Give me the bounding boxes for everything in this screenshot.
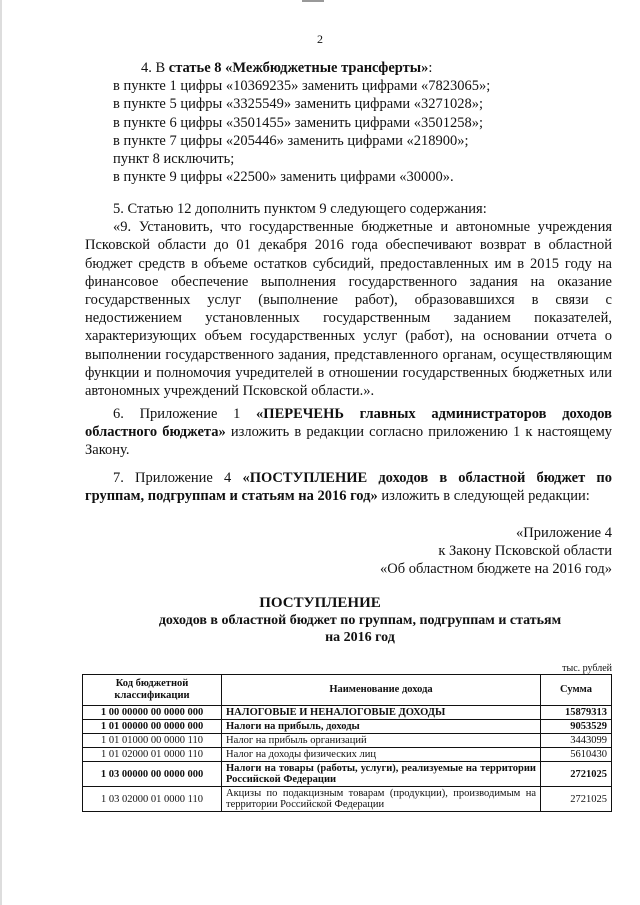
row-code: 1 01 00000 00 0000 000 <box>83 720 222 734</box>
page-number: 2 <box>317 32 323 46</box>
section-4-line: в пункте 5 цифры «3325549» заменить цифрами «3271028»; <box>113 96 484 113</box>
header-name: Наименование дохода <box>222 675 541 706</box>
row-name: Налог на прибыль организаций <box>222 734 541 748</box>
appendix-reference: «Приложение 4 к Закону Псковской области «Об областном бюджете на 2016 год» <box>380 525 612 578</box>
section-4-line: в пункте 9 цифры «22500» заменить цифрами «30000». <box>113 169 454 186</box>
row-sum: 3443099 <box>541 734 612 748</box>
row-code: 1 00 00000 00 0000 000 <box>83 706 222 720</box>
section-4-line: в пункте 6 цифры «3501455» заменить цифрами «3501258»; <box>113 114 484 131</box>
row-name: Налоги на прибыль, доходы <box>222 720 541 734</box>
row-code: 1 01 02000 01 0000 110 <box>83 748 222 762</box>
table-row <box>83 748 612 762</box>
row-code: 1 03 00000 00 0000 000 <box>83 762 222 787</box>
table-row <box>83 720 612 734</box>
section-4 <box>113 59 611 186</box>
scan-top-mark <box>302 0 324 2</box>
section-5-intro: 5. Статью 12 дополнить пунктом 9 следующего содержания: <box>113 201 487 217</box>
section-6-text: 6. Приложение 1 «ПЕРЕЧЕНЬ главных администраторов доходов областного бюджета» изложить в редакции согласно приложению 1 к настоящему Закону. <box>85 406 613 459</box>
row-sum: 2721025 <box>541 787 612 812</box>
section-4-heading: 4. В статье 8 «Межбюджетные трансферты»: <box>141 60 433 76</box>
row-name: Акцизы по подакцизным товарам (продукции), производимым на территории Российской Федерации <box>222 787 541 812</box>
section-4-line: пункт 8 исключить; <box>113 151 235 168</box>
section-5-quote: «9. Установить, что государственные бюджетные и автономные учреждения Псковской области до 01 декабря 2016 года обеспечивают возврат в областной бюджет средств в объеме остатков субсидий, предоставленных им в 2015 году на финансовое обеспечение выполнения государственного задания на оказание государственных услуг (выполнение работ), образовавшихся в связи с недостижением установленных государственным заданием показателей, характеризующих объем государственных услуг (работ), на основании отчета о выполнении государственного задания, представленного органам, осуществляющим функции и полномочия учредителей в отношении государственных бюджетных или автономных учреждений Псковской области.». <box>85 219 612 400</box>
header-sum: Сумма <box>541 675 612 706</box>
row-code: 1 03 02000 01 0000 110 <box>83 787 222 812</box>
section-6 <box>85 405 612 460</box>
table-row <box>83 762 612 787</box>
row-sum: 15879313 <box>541 706 612 720</box>
doc-title: ПОСТУПЛЕНИЕ <box>259 595 381 611</box>
units-label: тыс. рублей <box>562 663 612 674</box>
row-name: Налог на доходы физических лиц <box>222 748 541 762</box>
row-name: Налоги на товары (работы, услуги), реализуемые на территории Российской Федерации <box>222 762 541 787</box>
revenue-table <box>82 674 612 812</box>
row-sum: 2721025 <box>541 762 612 787</box>
table-row <box>83 706 612 720</box>
table-row <box>83 787 612 812</box>
section-4-line: в пункте 1 цифры «10369235» заменить цифрами «7823065»; <box>113 78 491 95</box>
row-name: НАЛОГОВЫЕ И НЕНАЛОГОВЫЕ ДОХОДЫ <box>222 706 541 720</box>
row-code: 1 01 01000 00 0000 110 <box>83 734 222 748</box>
section-5 <box>85 200 612 400</box>
row-sum: 5610430 <box>541 748 612 762</box>
doc-subtitle: доходов в областной бюджет по группам, подгруппам и статьям на 2016 год <box>158 613 562 645</box>
section-4-line: в пункте 7 цифры «205446» заменить цифрами «218900»; <box>113 132 469 149</box>
scan-edge <box>0 0 2 905</box>
section-7 <box>85 469 612 505</box>
row-sum: 9053529 <box>541 720 612 734</box>
table-row <box>83 734 612 748</box>
section-7-text: 7. Приложение 4 «ПОСТУПЛЕНИЕ доходов в областной бюджет по группам, подгруппам и статьям на 2016 год» изложить в следующей редакции: <box>85 470 612 505</box>
header-code: Код бюджетной классификации <box>83 675 222 706</box>
table-header-row <box>83 675 612 706</box>
